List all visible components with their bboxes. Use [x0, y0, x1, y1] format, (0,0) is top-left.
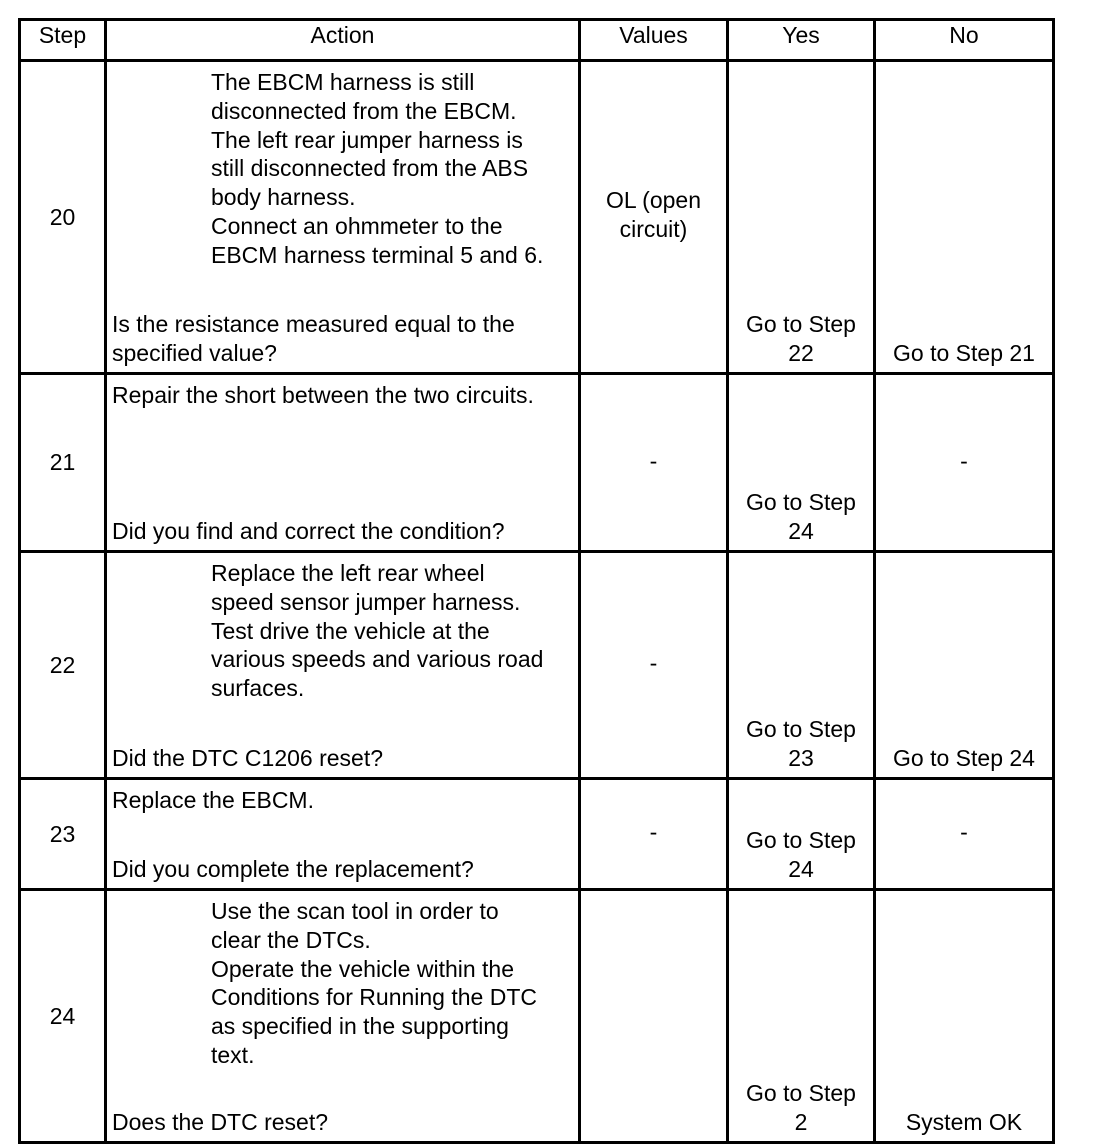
yes-cell	[728, 374, 875, 552]
table-row	[20, 890, 1054, 1143]
value-text: -	[649, 650, 658, 676]
action-instructions: Replace the left rear wheel speed sensor jumper harness. Test drive the vehicle at the various speeds and various road surfaces.	[211, 560, 544, 702]
action-cell	[106, 890, 580, 1143]
no-cell	[875, 552, 1054, 779]
header-no: No	[875, 20, 1054, 61]
step-number: 23	[20, 779, 106, 890]
yes-result: Go to Step 22	[746, 311, 856, 367]
action-question: Did the DTC C1206 reset?	[112, 745, 384, 772]
action-instructions: The EBCM harness is still disconnected from the EBCM. The left rear jumper harness is still disconnected from the ABS body harness. Connect an ohmmeter to the EBCM harness terminal 5 and 6.	[211, 69, 544, 268]
action-cell	[106, 552, 580, 779]
yes-result: Go to Step 24	[746, 827, 856, 883]
yes-result: Go to Step 23	[746, 716, 856, 772]
yes-result: Go to Step 24	[746, 489, 856, 545]
header-yes: Yes	[728, 20, 875, 61]
values-cell	[580, 61, 728, 374]
values-cell	[580, 890, 728, 1143]
action-cell	[106, 779, 580, 890]
no-cell	[875, 374, 1054, 552]
no-result: -	[960, 448, 968, 474]
no-cell	[875, 61, 1054, 374]
header-action: Action	[106, 20, 580, 61]
action-instructions: Use the scan tool in order to clear the DTCs. Operate the vehicle within the Conditions for Running the DTC as specified in the supporting text.	[211, 898, 537, 1068]
value-text: -	[649, 819, 658, 845]
step-number: 21	[20, 374, 106, 552]
yes-cell	[728, 779, 875, 890]
table-row	[20, 779, 1054, 890]
no-cell	[875, 779, 1054, 890]
action-instructions: Repair the short between the two circuits.	[112, 382, 534, 408]
header-row	[20, 20, 1054, 61]
no-result: Go to Step 21	[893, 340, 1035, 367]
values-cell	[580, 552, 728, 779]
yes-cell	[728, 890, 875, 1143]
header-values: Values	[580, 20, 728, 61]
action-question: Did you find and correct the condition?	[112, 518, 505, 545]
action-cell	[106, 374, 580, 552]
values-cell	[580, 779, 728, 890]
step-number: 20	[20, 61, 106, 374]
yes-result: Go to Step 2	[746, 1080, 856, 1136]
action-question: Did you complete the replacement?	[112, 856, 474, 883]
no-result: System OK	[905, 1109, 1023, 1136]
value-text: OL (open circuit)	[605, 187, 702, 242]
value-text: -	[649, 448, 658, 474]
action-cell	[106, 61, 580, 374]
header-step: Step	[20, 20, 106, 61]
diagnostic-table	[18, 18, 1055, 1144]
action-instructions: Replace the EBCM.	[112, 787, 314, 813]
step-number: 24	[20, 890, 106, 1143]
table-row	[20, 374, 1054, 552]
table-row	[20, 61, 1054, 374]
action-question: Is the resistance measured equal to the specified value?	[112, 311, 515, 367]
yes-cell	[728, 61, 875, 374]
values-cell	[580, 374, 728, 552]
no-result: -	[960, 819, 968, 845]
step-number: 22	[20, 552, 106, 779]
action-question: Does the DTC reset?	[112, 1109, 329, 1136]
no-result: Go to Step 24	[893, 745, 1035, 772]
no-cell	[875, 890, 1054, 1143]
yes-cell	[728, 552, 875, 779]
table-row	[20, 552, 1054, 779]
